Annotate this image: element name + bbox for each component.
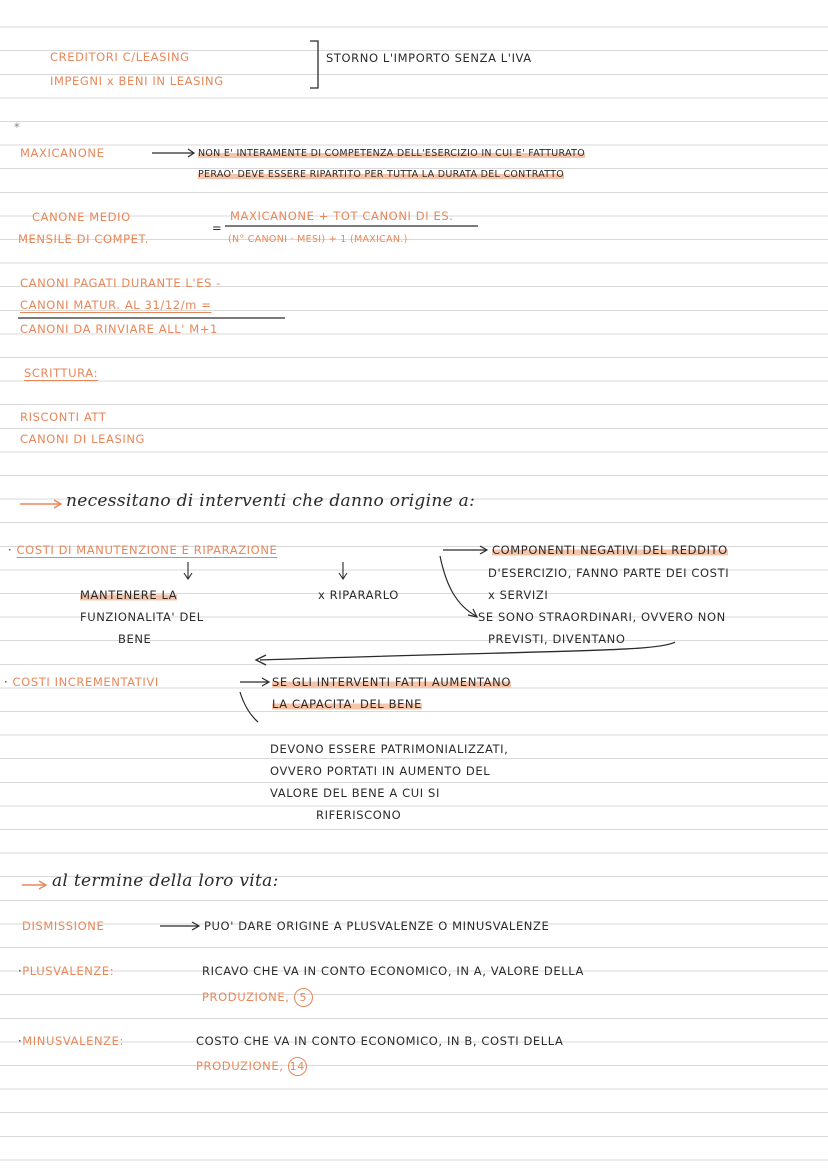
mantenere-1: MANTENERE LA [80,588,178,602]
canoni-pagati: CANONI PAGATI DURANTE L'ES - [20,276,221,290]
ripararlo: x RIPARARLO [318,588,399,602]
straordinari-2: PREVISTI, DIVENTANO [488,632,626,646]
arrow-devono [240,692,258,722]
maxicanone-desc-2: PERAO' DEVE ESSERE RIPARTITO PER TUTTA LA DURATA DEL CONTRATTO [198,169,565,180]
se-interventi-1: SE GLI INTERVENTI FATTI AUMENTANO [272,675,511,689]
plusvalenze-number: 5 [294,988,313,1007]
minusvalenze-row: ·MINUSVALENZE: [18,1034,124,1048]
maxicanone-title: MAXICANONE [20,146,105,160]
mantenere-3: BENE [118,632,152,646]
mantenere-2: FUNZIONALITA' DEL [80,610,204,624]
componenti-3: x SERVIZI [488,588,549,602]
devono-2: OVVERO PORTATI IN AUMENTO DEL [270,764,491,778]
bracket-leasing [310,41,318,88]
devono-3: VALORE DEL BENE A CUI SI [270,786,440,800]
canone-medio-label-2: MENSILE DI COMPET. [18,232,150,246]
canoni-maturati: CANONI MATUR. AL 31/12/m = [20,298,212,312]
bullet: · [18,1034,23,1048]
componenti-1: COMPONENTI NEGATIVI DEL REDDITO [492,543,728,557]
canoni-di-leasing: CANONI DI LEASING [20,432,146,446]
devono-4: RIFERISCONO [316,808,402,822]
devono-1: DEVONO ESSERE PATRIMONIALIZZATI, [270,742,509,756]
se-interventi-2: LA CAPACITA' DEL BENE [272,697,422,711]
termine-intro: al termine della loro vita: [52,871,279,891]
canoni-rinviare: CANONI DA RINVIARE ALL' M+1 [20,322,218,336]
maxicanone-desc-1: NON E' INTERAMENTE DI COMPETENZA DELL'ESERCIZIO IN CUI E' FATTURATO [198,148,586,159]
interventi-intro: necessitano di interventi che danno origine a: [66,491,476,511]
dismissione-desc: PUO' DARE ORIGINE A PLUSVALENZE O MINUSVALENZE [204,919,550,933]
componenti-2: D'ESERCIZIO, FANNO PARTE DEI COSTI [488,566,730,580]
straordinari-1: SE SONO STRAORDINARI, OVVERO NON [478,610,726,624]
dismissione-label: DISMISSIONE [22,919,105,933]
minusvalenze-number: 14 [288,1057,307,1076]
costi-incrementativi: · COSTI INCREMENTATIVI [4,675,159,689]
equals-sign: = [212,221,223,235]
asterisk: * [14,120,21,134]
plusvalenze-row: ·PLUSVALENZE: [18,964,115,978]
risconti-attivi: RISCONTI ATT [20,410,107,424]
scrittura-title: SCRITTURA: [24,366,99,380]
minusvalenze-desc-1: COSTO CHE VA IN CONTO ECONOMICO, IN B, COSTI DELLA [196,1034,564,1048]
bullet: · [8,543,13,557]
storno-note: STORNO L'IMPORTO SENZA L'IVA [326,51,532,65]
costi-manutenzione: · COSTI DI MANUTENZIONE E RIPARAZIONE [8,543,278,557]
plusvalenze-desc-1: RICAVO CHE VA IN CONTO ECONOMICO, IN A, VALORE DELLA [202,964,584,978]
bullet: · [4,675,9,689]
canone-medio-label-1: CANONE MEDIO [32,210,131,224]
arrow-straordinari [440,556,476,616]
creditori-leasing: CREDITORI C/LEASING [50,50,190,64]
formula-denominator: (N° CANONI · MESI) + 1 (MAXICAN.) [228,234,408,245]
plusvalenze-desc-2: PRODUZIONE, 5 [202,988,313,1007]
impegni-leasing: IMPEGNI x BENI IN LEASING [50,74,224,88]
minusvalenze-desc-2: PRODUZIONE, 14 [196,1057,307,1076]
formula-numerator: MAXICANONE + TOT CANONI DI ES. [230,209,454,223]
bullet: · [18,964,23,978]
